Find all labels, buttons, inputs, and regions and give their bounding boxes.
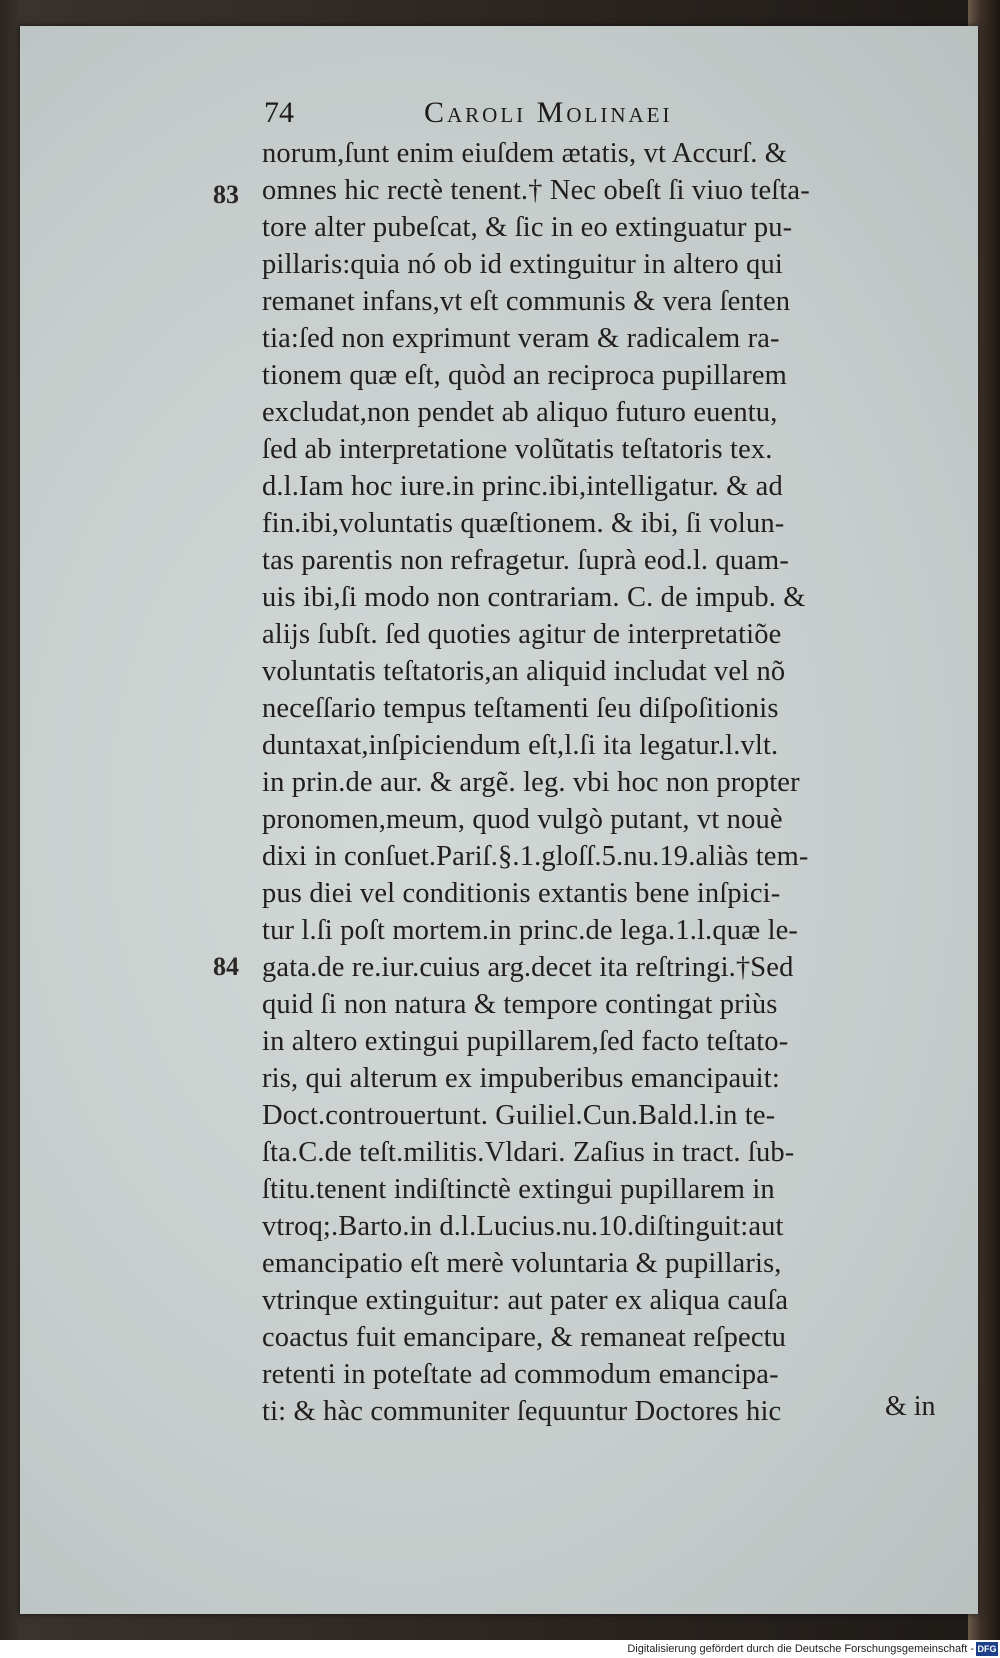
page-header xyxy=(264,96,924,136)
text-line: ſed ab interpretatione volũtatis teſtatoris tex. xyxy=(262,434,773,465)
text-line: ſta.C.de teſt.militis.Vldari. Zaſius in tract. ſub- xyxy=(262,1137,795,1168)
text-line: in altero extingui pupillarem,ſed facto teſtato- xyxy=(262,1026,789,1057)
text-line: dixi in conſuet.Pariſ.§.1.gloſſ.5.nu.19.aliàs tem- xyxy=(262,841,809,872)
text-line: norum,ſunt enim eiuſdem ætatis, vt Accurſ. & xyxy=(262,138,788,169)
text-line: emancipatio eſt merè voluntaria & pupillaris, xyxy=(262,1248,782,1279)
footer-bar xyxy=(0,1640,1000,1658)
text-line: tas parentis non refragetur. ſuprà eod.l. quam- xyxy=(262,545,789,576)
text-line: in prin.de aur. & argẽ. leg. vbi hoc non propter xyxy=(262,767,800,798)
text-line: neceſſario tempus teſtamenti ſeu diſpoſitionis xyxy=(262,693,779,724)
text-line: quid ſi non natura & tempore contingat priùs xyxy=(262,989,778,1020)
text-line: Doct.controuertunt. Guiliel.Cun.Bald.l.in te- xyxy=(262,1100,776,1131)
text-line: tore alter pubeſcat, & ſic in eo extinguatur pu- xyxy=(262,212,793,243)
text-line: tia:ſed non exprimunt veram & radicalem ra- xyxy=(262,323,780,354)
text-line: gata.de re.iur.cuius arg.decet ita reſtringi.†Sed xyxy=(262,952,794,983)
text-line: vtrinque extinguitur: aut pater ex aliqua cauſa xyxy=(262,1285,789,1316)
text-line: ſtitu.tenent indiſtinctè extingui pupillarem in xyxy=(262,1174,775,1205)
dfg-logo-icon: DFG xyxy=(977,1644,997,1654)
text-line: coactus fuit emancipare, & remaneat reſpectu xyxy=(262,1322,787,1353)
text-line: tionem quæ eſt, quòd an reciproca pupillarem xyxy=(262,360,787,391)
text-line: tur l.ſi poſt mortem.in princ.de lega.1.l.quæ le- xyxy=(262,915,799,946)
text-line: d.l.Iam hoc iure.in princ.ibi,intelligatur. & ad xyxy=(262,471,783,502)
text-line: vtroq;.Barto.in d.l.Lucius.nu.10.diſtinguit:aut xyxy=(262,1211,784,1242)
text-line: pus diei vel conditionis extantis bene inſpici- xyxy=(262,878,781,909)
catchword: & in xyxy=(885,1391,936,1422)
text-line: pillaris:quia nó ob id extinguitur in altero qui xyxy=(262,249,783,280)
text-line: duntaxat,inſpiciendum eſt,l.ſi ita legatur.l.vlt. xyxy=(262,730,779,761)
text-line: alijs ſubſt. ſed quoties agitur de interpretatiõe xyxy=(262,619,782,650)
text-line: pronomen,meum, quod vulgò putant, vt nouè xyxy=(262,804,783,835)
text-line: remanet infans,vt eſt communis & vera ſenten xyxy=(262,286,791,317)
running-head: Caroli Molinaei xyxy=(424,96,673,129)
text-line: ti: & hàc communiter ſequuntur Doctores hic xyxy=(262,1396,782,1427)
text-line: omnes hic rectè tenent.† Nec obeſt ſi viuo teſta- xyxy=(262,175,810,206)
text-line: retenti in poteſtate ad commodum emancipa- xyxy=(262,1359,779,1390)
text-line: uis ibi,ſi modo non contrariam. C. de impub. & xyxy=(262,582,806,613)
marginal-number: 83 xyxy=(213,180,239,209)
text-line: ris, qui alterum ex impuberibus emancipauit: xyxy=(262,1063,780,1094)
footer-credit: Digitalisierung gefördert durch die Deutsche Forschungsgemeinschaft - xyxy=(627,1643,974,1655)
body-text xyxy=(262,135,945,1430)
page-number: 74 xyxy=(264,96,294,129)
marginal-number: 84 xyxy=(213,952,239,981)
text-line: voluntatis teſtatoris,an aliquid includat vel nõ xyxy=(262,656,786,687)
text-line: excludat,non pendet ab aliquo futuro euentu, xyxy=(262,397,778,428)
text-line: fin.ibi,voluntatis quæſtionem. & ibi, ſi volun- xyxy=(262,508,785,539)
